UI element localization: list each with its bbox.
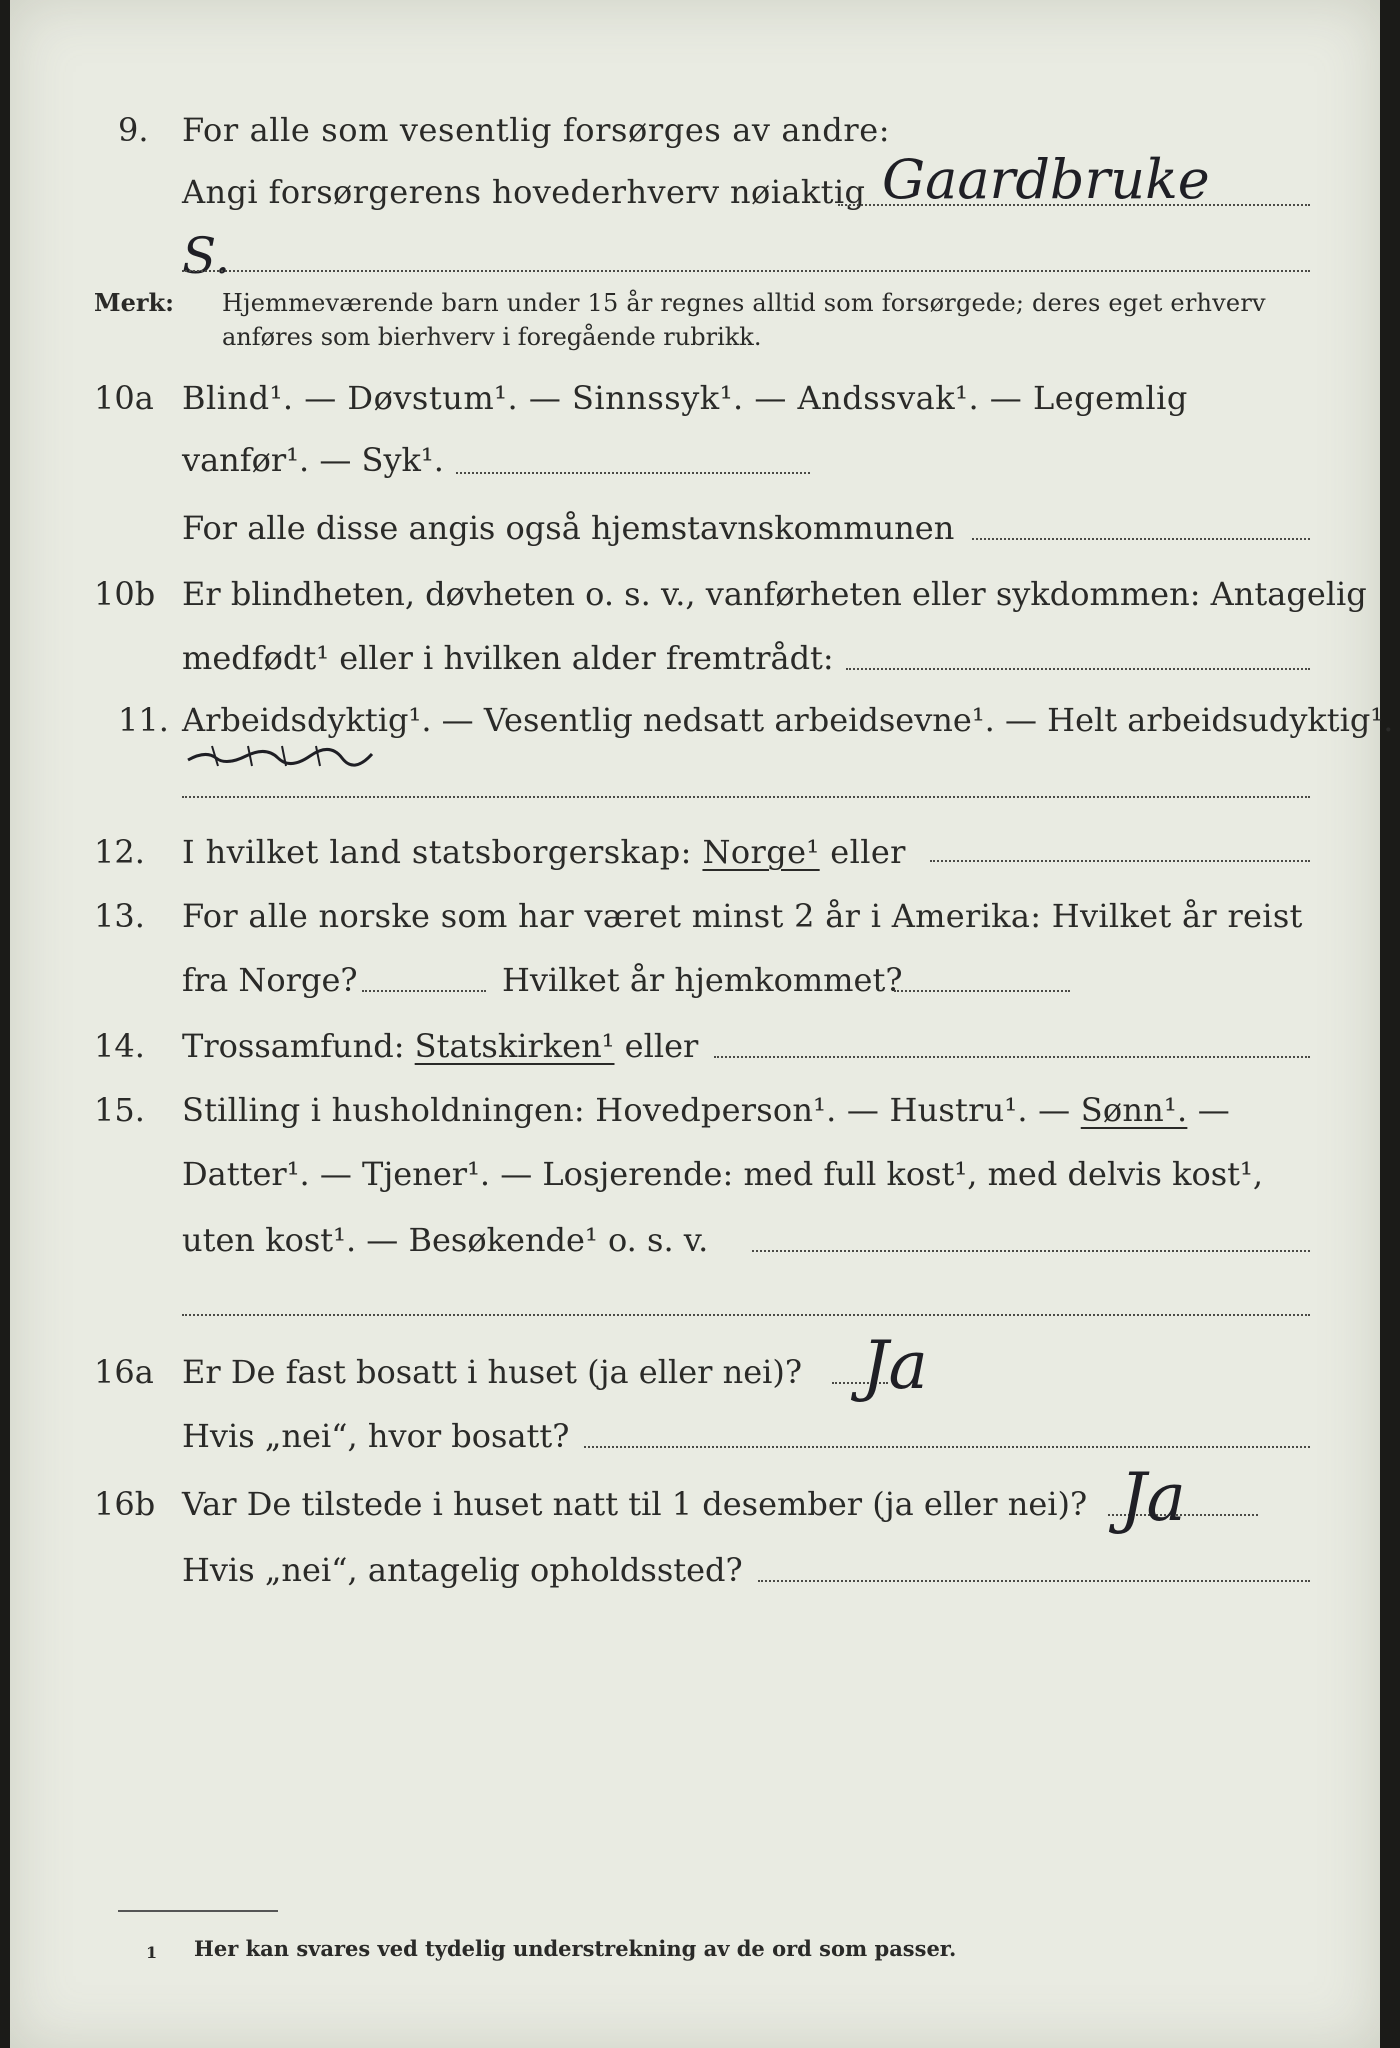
q11-number: 11. [118, 701, 169, 739]
q13-number: 13. [94, 897, 145, 935]
q16b-handwritten-answer: Ja [1120, 1459, 1186, 1536]
q11-line [182, 700, 1393, 740]
q16a-number: 16a [94, 1353, 154, 1391]
q14-answer-line [714, 1056, 1310, 1058]
q15-number: 15. [94, 1091, 145, 1129]
footnote-text: Her kan svares ved tydelig understrekning av de ord som passer. [194, 1936, 957, 1961]
q11-handwritten-underline-mark [186, 744, 376, 770]
q10a-line3: For alle disse angis også hjemstavnskommunen [182, 509, 955, 547]
q12-number: 12. [94, 833, 145, 871]
q16b-line2: Hvis „nei“, antagelig opholdssted? [182, 1551, 743, 1589]
footnote-rule [118, 1910, 278, 1912]
q10a-line2: vanfør¹. — Syk¹. [182, 441, 444, 479]
q16a-answer-line2 [584, 1446, 1310, 1448]
q13-answer-line1 [362, 990, 486, 992]
q15-answer-line [752, 1250, 1310, 1252]
census-form-page [10, 0, 1394, 2048]
q11-option-arbeidsdyktig: Arbeidsdyktig¹. [182, 701, 432, 739]
q14-eller: eller [614, 1027, 699, 1065]
q12-eller: eller [819, 833, 906, 871]
q10b-line2: medfødt¹ eller i hvilken alder fremtrådt: [182, 639, 834, 677]
q10a-line1: Blind¹. — Døvstum¹. — Sinnssyk¹. — Andssvak¹. — Legemlig [182, 379, 1188, 417]
q16b-line1: Var De tilstede i huset natt til 1 desember (ja eller nei)? [182, 1485, 1088, 1523]
q10b-line1: Er blindheten, døvheten o. s. v., vanførheten eller sykdommen: Antagelig [182, 575, 1367, 613]
q12-line [182, 832, 906, 872]
footnote-mark: 1 [146, 1943, 158, 1962]
q9-number: 9. [118, 111, 149, 149]
q14-text: Trossamfund: [182, 1027, 415, 1065]
q13-line2a: fra Norge? [182, 961, 358, 999]
q15-dash: — [1187, 1091, 1230, 1129]
note-line2: anføres som bierhverv i foregående rubrikk. [222, 323, 762, 351]
q13-line2b: Hvilket år hjemkommet? [502, 961, 903, 999]
q9-line2: Angi forsørgerens hovederhverv nøiaktig [182, 173, 866, 211]
q15-option-sonn: Sønn¹. [1080, 1091, 1188, 1129]
q10a-answer-line2 [972, 538, 1310, 540]
q16a-handwritten-answer: Ja [862, 1327, 928, 1404]
q9-handwritten-answer: Gaardbruke [882, 148, 1210, 211]
q16b-number: 16b [94, 1485, 156, 1523]
q10b-number: 10b [94, 575, 156, 613]
q15-line2: Datter¹. — Tjener¹. — Losjerende: med full kost¹, med delvis kost¹, [182, 1155, 1264, 1193]
q15-answer-line2 [182, 1314, 1310, 1316]
q16a-line1: Er De fast bosatt i huset (ja eller nei)? [182, 1353, 803, 1391]
q12-option-norge: Norge¹ [702, 833, 820, 871]
q16b-answer-line2 [758, 1580, 1310, 1582]
q12-text: I hvilket land statsborgerskap: [182, 833, 703, 871]
q9-handwritten-answer-cont: S. [182, 227, 231, 285]
q11-answer-line [182, 796, 1310, 798]
q16a-line2: Hvis „nei“, hvor bosatt? [182, 1417, 570, 1455]
q13-line1: For alle norske som har været minst 2 år i Amerika: Hvilket år reist [182, 897, 1303, 935]
q10a-number: 10a [94, 379, 154, 417]
q12-answer-line [930, 860, 1310, 862]
q14-option-statskirken: Statskirken¹ [414, 1027, 615, 1065]
q14-line [182, 1026, 698, 1066]
q9-answer-line2 [182, 270, 1310, 272]
q14-number: 14. [94, 1027, 145, 1065]
q11-rest: — Vesentlig nedsatt arbeidsevne¹. — Helt arbeidsudyktig¹. [431, 701, 1394, 739]
q15-text: Stilling i husholdningen: Hovedperson¹. — Hustru¹. — [182, 1091, 1081, 1129]
q13-answer-line2 [894, 990, 1070, 992]
q10a-answer-line [456, 472, 810, 474]
note-line1: Hjemmeværende barn under 15 år regnes alltid som forsørgede; deres eget erhverv [222, 289, 1266, 317]
note-label: Merk: [94, 288, 174, 317]
q9-line1: For alle som vesentlig forsørges av andre: [182, 111, 891, 149]
q10b-answer-line [846, 668, 1310, 670]
q15-line3: uten kost¹. — Besøkende¹ o. s. v. [182, 1221, 709, 1259]
q15-line1 [182, 1090, 1230, 1130]
